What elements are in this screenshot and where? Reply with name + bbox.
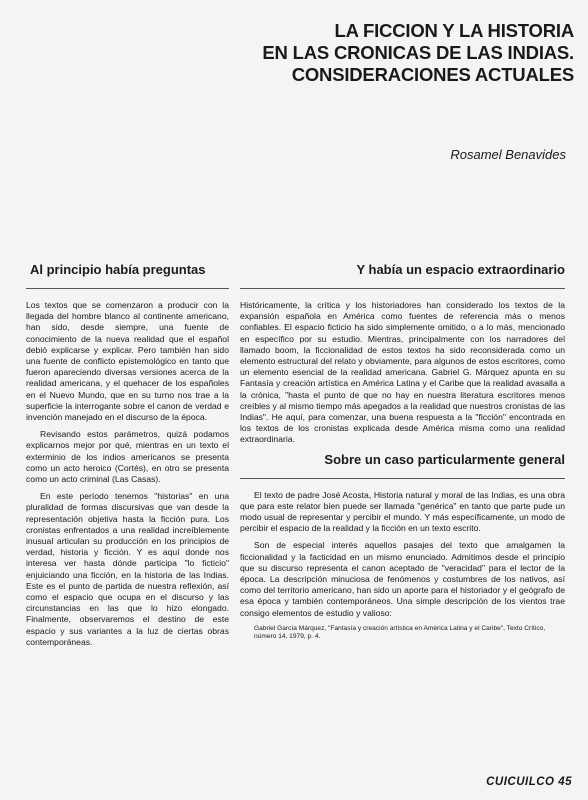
right-heading-rule-2	[240, 478, 565, 479]
author-name: Rosamel Benavides	[450, 147, 566, 162]
right-paragraph-2: El texto de padre José Acosta, Historia natural y moral de las Indias, es una obra que para este relator bien puede ser llamada "genérica" en tanto que parte pude un modo usual de representar y percibir el mundo. Y más específicamente, un modo de percibir el espacio de la realidad y la ficción en un texto escrito.	[240, 489, 565, 534]
title-line-2: EN LAS CRONICAS DE LAS INDIAS.	[262, 42, 574, 63]
title-line-1: LA FICCION Y LA HISTORIA	[334, 20, 574, 41]
left-column	[26, 262, 229, 654]
right-paragraph-1: Históricamente, la crítica y los historiadores han considerado los textos de la expansión española en América como fuentes de referencia más o menos confiables. El espacio ficticio ha sido simplemente omitido, o a lo más, mencionado en específico por su estudio. Mientras, principalmente con los narradores del llamado boom, la ficcionalidad de estos textos ha sido reconsiderada como un elemento estructural del relato y obviamente, para algunos de estos escritores, como un elemento esencial de la realidad americana. Gabriel G. Márquez apunta en su Fantasía y creación artística en América Latina y el Caribe que la realidad avasalla a la crónica, "hasta el punto de que no hay en nuestra literatura escritores menos creíbles y al mismo tiempo más apegados a la realidad que nuestros cronistas de las Indias". He aquí, para comenzar, una buena respuesta a la "ficción" encontrada en los textos de los cronistas explicada desde América misma como una realidad extraordinaria.	[240, 300, 565, 445]
left-paragraph-2: Revisando estos parámetros, quizá podamos explicarnos mejor por qué, mientras en un texto el exterminio de los indios americanos se presenta como un acto heroico (Cortés), en otro se presenta como un acto criminal (Las Casas).	[26, 429, 229, 485]
page-number: 45	[558, 776, 572, 788]
article-title	[244, 20, 574, 86]
page-footer	[486, 776, 572, 788]
left-heading-rule	[26, 288, 229, 289]
left-section-heading: Al principio había preguntas	[30, 262, 206, 277]
right-heading-rule	[240, 288, 565, 289]
footnote: Gabriel García Márquez, "Fantasía y creación artística en América Latina y el Caribe", Texto Crítico, número 14, 1979, p. 4.	[254, 624, 546, 641]
right-section-heading: Y había un espacio extraordinario	[356, 262, 565, 277]
right-section-heading-2: Sobre un caso particularmente general	[324, 451, 565, 467]
right-paragraph-3: Son de especial interés aquellos pasajes del texto que amalgamen la ficcionalidad y la facticidad en un mismo enunciado. Admitimos desde el principio que su discurso representa el canon aceptado de "veracidad" para el lector de la época. La descripción minuciosa de fenómenos y costumbres de los nativos, así como del territorio americano, han sido un aporte para el historiador y el geógrafo de esa época y también contemporáneos. Una simple descripción de los vientos trae consigo elementos de estudio y valioso:	[240, 540, 565, 618]
left-paragraph-1: Los textos que se comenzaron a producir con la llegada del hombre blanco al continente americano, han sido, desde siempre, una fuente de conocimiento de la nueva realidad que el español debió explicarse y explicar. Pero también han sido una fuente de conflicto epistemológico en tanto que fueron apareciendo diversas versiones acerca de la realidad americana, y el quehacer de los españoles en el Nuevo Mundo, que en su turno nos trae a la superficie la interrogante sobre el canon de verdad e invención manejado en el discurso de la época.	[26, 300, 229, 423]
title-line-3: CONSIDERACIONES ACTUALES	[291, 64, 574, 85]
journal-name: CUICUILCO	[486, 776, 555, 788]
left-paragraph-3: En este período tenemos "historias" en una pluralidad de formas discursivas que van desde la representación objetiva hasta la ficción pura. Los cronistas enfrentados a una realidad increíblemente inusual articulan su producción en los principios de verdad, historia y ficción. Y es aquí donde nos interesa ver hasta dónde participa "lo ficticio" enjuiciando una ficción, en la historia de las Indias. Este es el punto de partida de nuestra reflexión, así como el espacio que ocupa en el discurso y las circunstancias en las que lo hizo elongado. Finalmente, observaremos el destino de este espacio y sus variantes a la luz de ciertas obras contemporáneas.	[26, 491, 229, 647]
right-column	[240, 262, 565, 642]
